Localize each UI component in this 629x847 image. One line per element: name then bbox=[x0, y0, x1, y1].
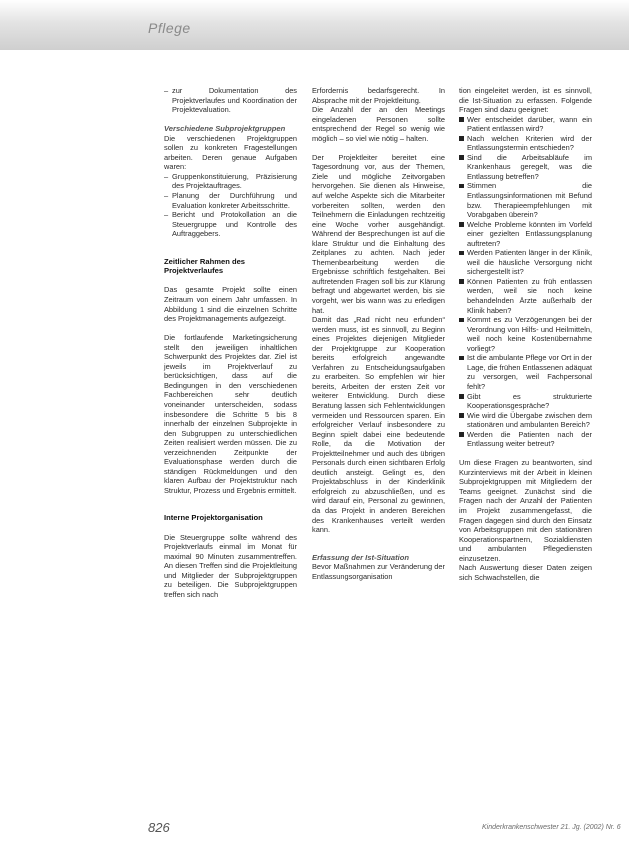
question-item bbox=[459, 392, 592, 411]
square-bullet-icon bbox=[459, 222, 464, 227]
question-text: Welche Probleme könnten im Vorfeld einer gezielten Entlassungsplanung auftreten? bbox=[467, 219, 592, 248]
column-1 bbox=[164, 86, 297, 599]
paragraph-marketing: Die fortlaufende Marketingsicherung stellt den jeweiligen inhaltlichen Schwerpunkt des Projektes dar. Ziel ist jeweils im Projektverlauf zu berücksichtigen, dass auf die Bedingungen in den verschiedenen Fachbereichen sehr deutlich voneinander unterscheiden, sodass insbesondere die Schritte 5 bis 8 innerhalb der einzelnen Subprojekte in den Subgruppen zu unterschiedlichen Zeiten realisiert werden müssen. Die zu verzeichnenden Zeitpunkte der Evaluationsphase werden durch die ständigen Rückmeldungen und den klaren Aufbau der Projektstruktur nach Struktur, Prozess und Ergebnis ermittelt. bbox=[164, 333, 297, 495]
question-text: Wie wird die Übergabe zwischen dem stationären und ambulanten Bereich? bbox=[467, 410, 592, 430]
question-item bbox=[459, 430, 592, 449]
column-2 bbox=[312, 86, 445, 581]
journal-citation: Kinderkrankenschwester 21. Jg. (2002) Nr. 6 bbox=[482, 824, 621, 831]
question-text: Sind die Arbeitsabläufe im Krankenhaus geregelt, was die Entlassung betreffen? bbox=[467, 152, 592, 181]
heading-ist-situation: Erfassung der Ist-Situation bbox=[312, 552, 410, 562]
question-item bbox=[459, 277, 592, 315]
square-bullet-icon bbox=[459, 279, 464, 284]
paragraph-internal-organisation: Die Steuergruppe sollte während des Projektverlaufs einmal im Monat für maximal 90 Minuten zusammentreffen. An diesen Treffen sind die Projektleitung und Mitglieder der Subprojektgruppen zu beteiligen. Die Subprojektgruppen treffen sich nach bbox=[164, 532, 297, 599]
square-bullet-icon bbox=[459, 413, 464, 418]
square-bullet-icon bbox=[459, 432, 464, 437]
question-item bbox=[459, 411, 592, 430]
column-3 bbox=[459, 86, 592, 582]
question-text: Kommt es zu Verzögerungen bei der Verordnung von Hilfs- und Heilmitteln, weil noch keine Kostenübernahme vorliegt? bbox=[467, 315, 592, 353]
paragraph: Die Anzahl der an den Meetings eingeladenen Personen sollte entsprechend der Regel so wenig wie möglich – so viel wie nötig – halten. bbox=[312, 105, 445, 143]
section-title: Pflege bbox=[148, 20, 191, 36]
question-text: Werden Patienten länger in der Klinik, weil die häusliche Versorgung nicht sichergestellt ist? bbox=[467, 248, 592, 277]
paragraph-timeframe: Das gesamte Projekt sollte einen Zeitraum von einem Jahr umfassen. In Abbildung 1 sind die einzelnen Schritte des Projektmanagements aufgezeigt. bbox=[164, 285, 297, 324]
question-item bbox=[459, 353, 592, 391]
paragraph: Bevor Maßnahmen zur Veränderung der Entlassungsorganisation bbox=[312, 562, 445, 581]
header-band bbox=[0, 0, 629, 50]
heading-timeframe: Zeitlicher Rahmen des Projektverlaufes bbox=[164, 256, 246, 276]
question-text: Wer entscheidet darüber, wann ein Patient entlassen wird? bbox=[467, 114, 592, 134]
question-item bbox=[459, 181, 592, 219]
square-bullet-icon bbox=[459, 117, 464, 122]
heading-internal-organisation: Interne Projektorganisation bbox=[164, 513, 263, 523]
paragraph-subgroups: Die verschiedenen Projektgruppen sollen zu konkreten Fragestellungen arbeiten. Deren genaue Aufgaben waren: bbox=[164, 133, 297, 172]
question-item bbox=[459, 134, 592, 153]
intro-list bbox=[164, 86, 297, 115]
question-text: Stimmen die Entlassungsinformationen mit Befund bzw. Therapieempfehlungen mit Vorabgaben überein? bbox=[467, 181, 592, 220]
page-number: 826 bbox=[148, 820, 170, 835]
square-bullet-icon bbox=[459, 356, 464, 361]
question-text: Werden die Patienten nach der Entlassung weiter betreut? bbox=[467, 429, 592, 449]
intro-list-item: – zur Dokumentation des Projektverlaufes und Koordination der Projektevaluation. bbox=[164, 86, 297, 115]
subgroup-task-list bbox=[164, 172, 297, 239]
question-text: Ist die ambulante Pflege vor Ort in der Lage, die frühen Entlassenen adäquat zu versorgen, weil Fachpersonal fehlt? bbox=[467, 353, 592, 391]
subgroup-task-item: – Gruppenkonstituierung, Präzisierung des Projektauftrages. bbox=[164, 172, 297, 191]
question-text: Können Patienten zu früh entlassen werden, weil sie noch keine behandelnden Ärzte außerhalb der Klinik haben? bbox=[467, 276, 592, 315]
question-item bbox=[459, 220, 592, 249]
square-bullet-icon bbox=[459, 394, 464, 399]
square-bullet-icon bbox=[459, 318, 464, 323]
paragraph: Damit das „Rad nicht neu erfunden“ werden muss, ist es sinnvoll, zu Beginn eines Projektes diejenigen Mitglieder der Projektgruppe zur Kooperation bereits erfolgreich angewandte Verfahren zu Entscheidungsaufgaben zu erarbeiten. So empfehlen wir hier bereits, Arbeiten der ersten Zeit vor weiterer Entwicklung. Durch diese Beratung lassen sich Fehlentwicklungen vermeiden und Ressourcen sparen. Ein erfolgreicher Verlauf insbesondere zu Beginn spielt dabei eine bedeutende Rolle, da die Motivation der Projektteilnehmer und auch des übrigen Personals durch einen sichtbaren Erfolg deutlich ansteigt. Gelingt es, den Projektabschluss in der Kinderklinik erfolgreich zu abzuschließen, und es wird darauf ein, Personal zu gewinnen, da das Projekt in anderen Bereichen des Krankenhauses verteilt werden kann. bbox=[312, 315, 445, 535]
question-text: Nach welchen Kriterien wird der Entlassungstermin entschieden? bbox=[467, 133, 592, 153]
subgroup-task-item: – Planung der Durchführung und Evaluation konkreter Arbeitsschritte. bbox=[164, 191, 297, 210]
question-item bbox=[459, 115, 592, 134]
square-bullet-icon bbox=[459, 136, 464, 141]
paragraph: Nach Auswertung dieser Daten zeigen sich Schwachstellen, die bbox=[459, 563, 592, 582]
question-text: Gibt es strukturierte Kooperationsgespräche? bbox=[467, 391, 592, 411]
question-list bbox=[459, 115, 592, 449]
heading-subgroups: Verschiedene Subprojektgruppen bbox=[164, 124, 286, 134]
square-bullet-icon bbox=[459, 251, 464, 256]
paragraph: Erfordernis bedarfsgerecht. In Absprache mit der Projektleitung. bbox=[312, 86, 445, 105]
paragraph: Der Projektleiter bereitet eine Tagesordnung vor, aus der Themen, Ziele und mögliche Zeitvorgaben hervorgehen. Sie dienen als Hinweise, auf welche Aspekte sich die Mitarbeiter vorbereiten sollten, werden den Teilnehmern die Einladungen rechtzeitig eine Woche vorher ausgehändigt. Während der Besprechungen ist auf die klare Struktur und die Einhaltung des Zeitplanes zu achten. Nach jeder Themenbearbeitung werden die Ergebnisse schriftlich festgehalten. Bei auftretenden Fragen soll bis zur Klärung befragt und abgewartet werden, bis sie vorgeht, wer bis wann was zu erledigen hat. bbox=[312, 152, 445, 315]
paragraph: tion eingeleitet werden, ist es sinnvoll, die Ist-Situation zu erfassen. Folgende Fragen sind dazu geeignet: bbox=[459, 86, 592, 115]
square-bullet-icon bbox=[459, 155, 464, 160]
question-item bbox=[459, 315, 592, 353]
subgroup-task-item: – Bericht und Protokollation an die Steuergruppe und Kontrolle des Auftraggebers. bbox=[164, 210, 297, 239]
paragraph: Um diese Fragen zu beantworten, sind Kurzinterviews mit der Arbeit in kleinen Subprojektgruppen mit Mitgliedern der Teams geeignet. Zunächst sind die Fragen nach der Anzahl der Patienten im Projekt zusammengefasst, die Fragen dagegen sind durch den Einsatz von Arbeitsgruppen mit den stationären Kooperationspartnern, Sozialdiensten und ambulanten Pflegediensten einzusetzen. bbox=[459, 458, 592, 563]
question-item bbox=[459, 153, 592, 182]
square-bullet-icon bbox=[459, 184, 464, 189]
question-item bbox=[459, 248, 592, 277]
